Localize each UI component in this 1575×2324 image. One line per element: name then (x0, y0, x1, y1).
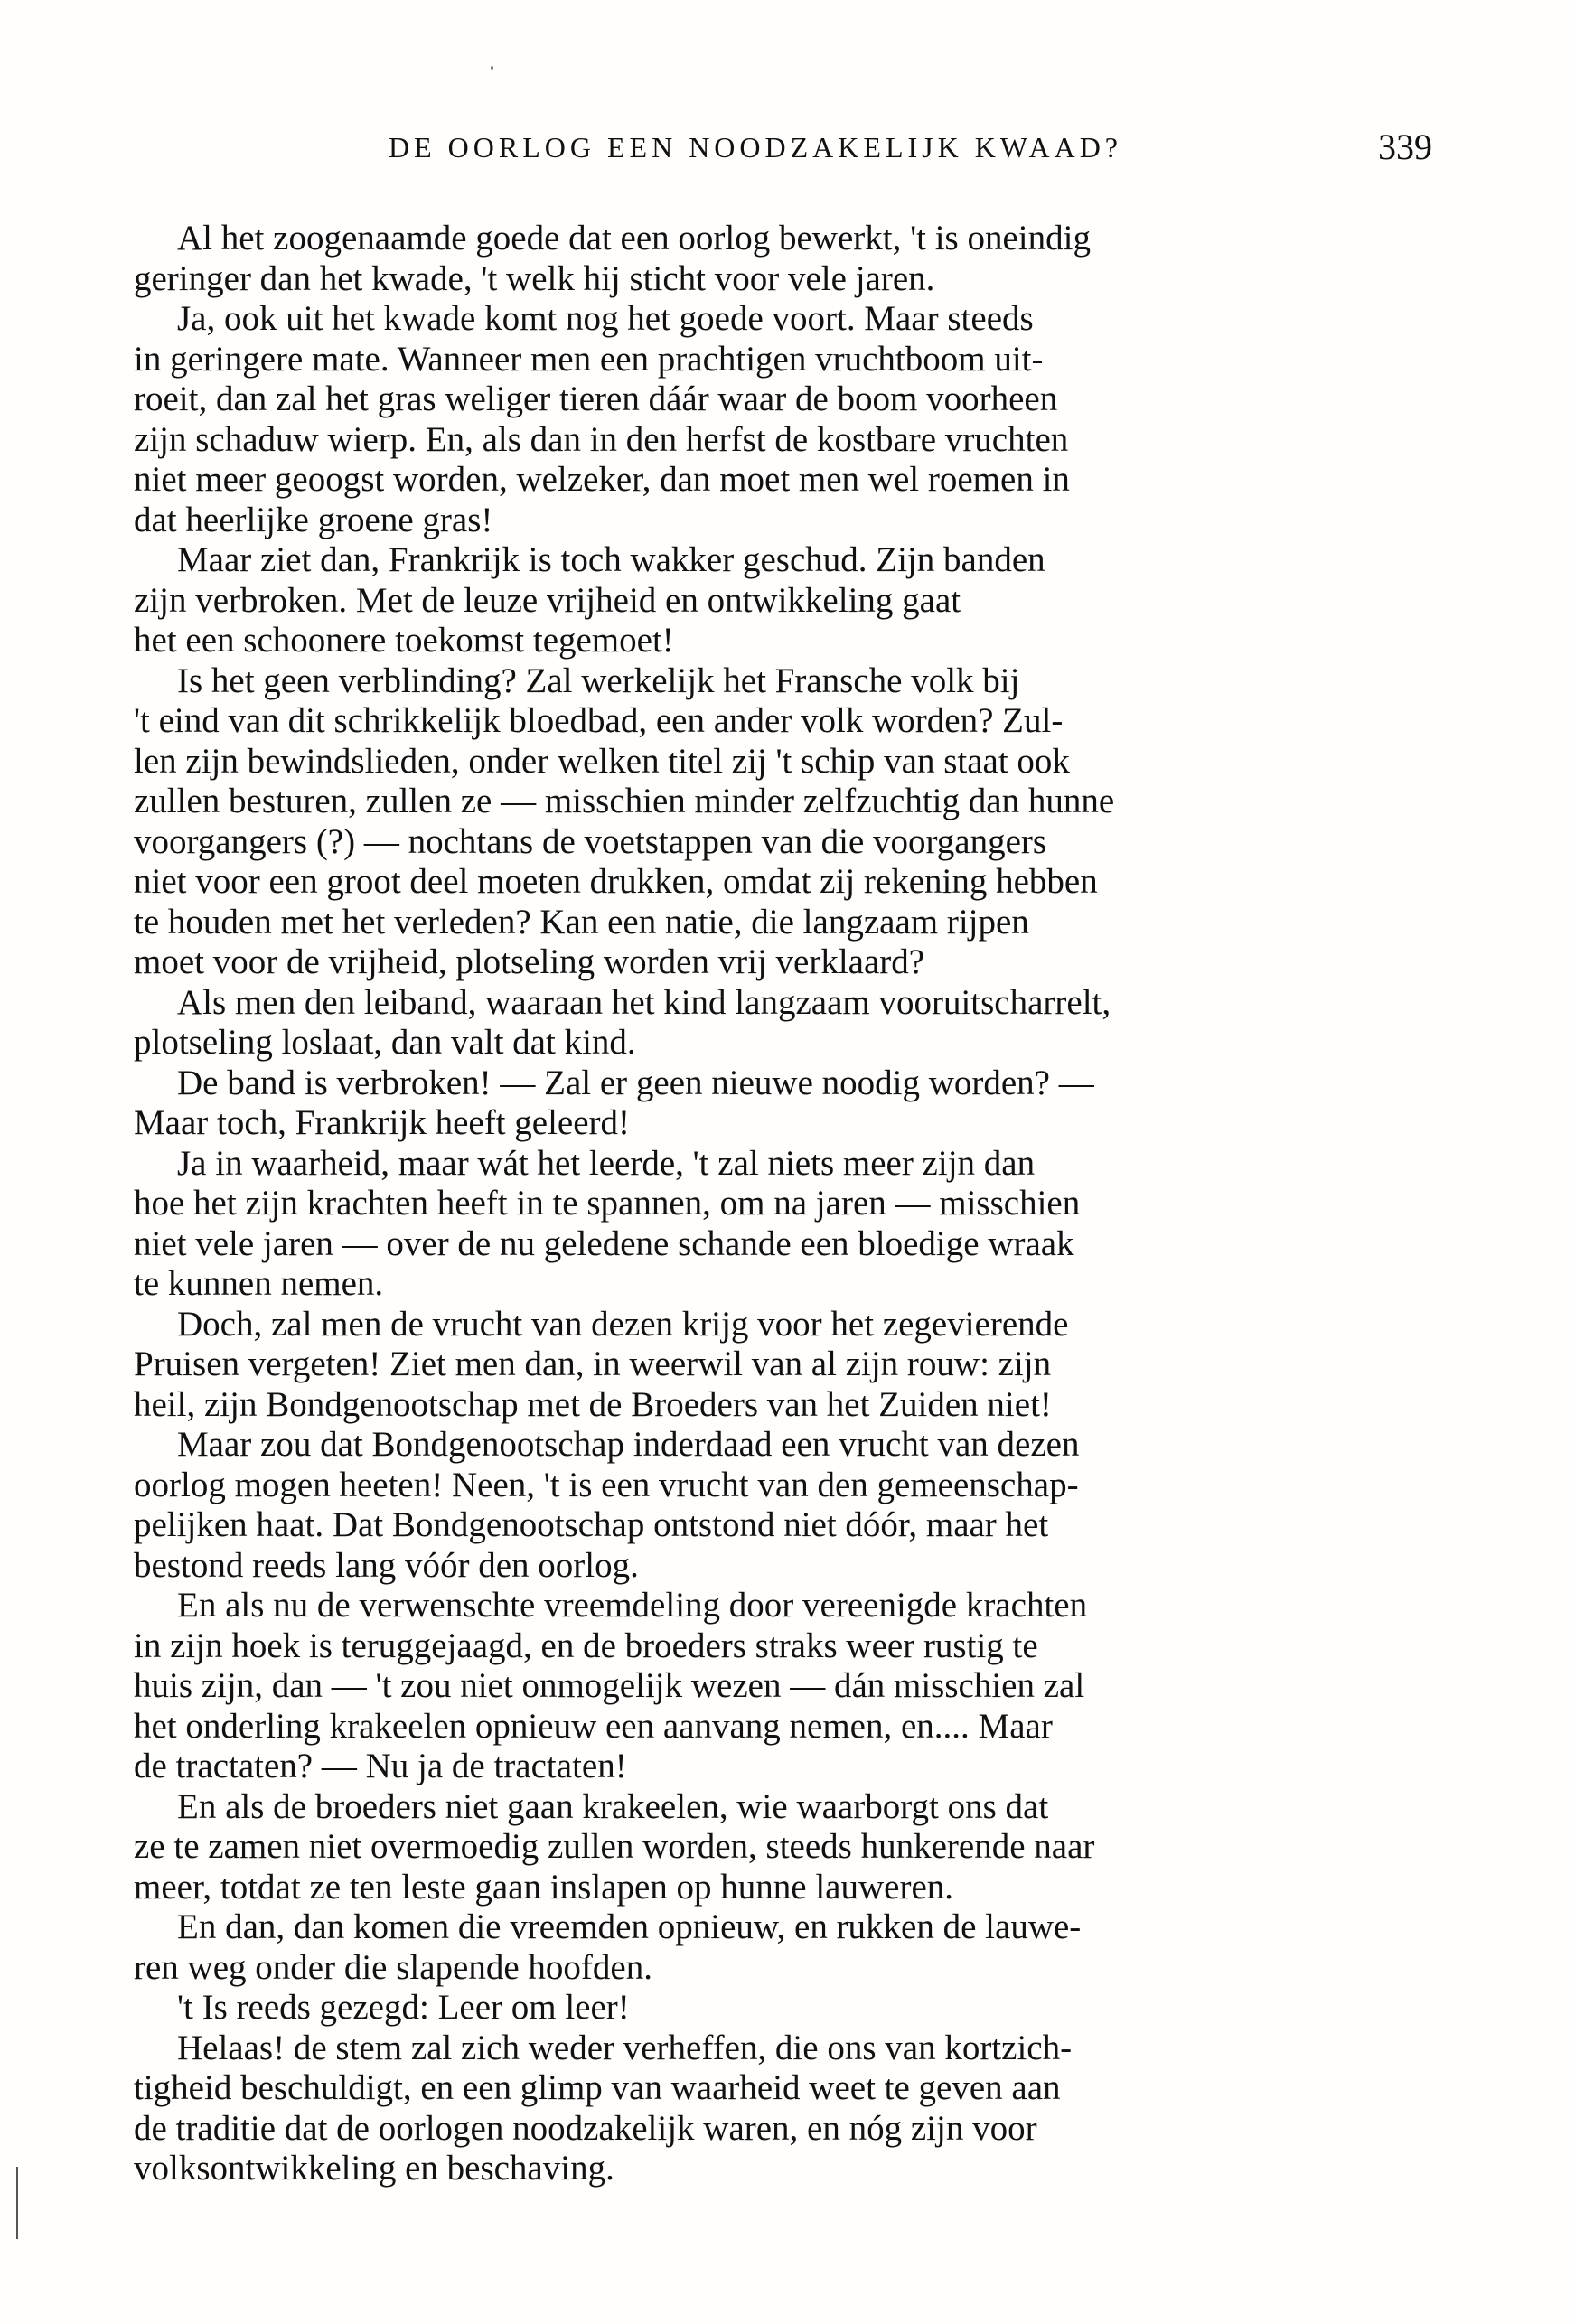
text-line: zullen besturen, zullen ze — misschien minder zelfzuchtig dan hunne (134, 782, 1115, 820)
text-line: plotseling loslaat, dan valt dat kind. (134, 1023, 636, 1062)
text-line: Maar zou dat Bondgenootschap inderdaad een vrucht van dezen (177, 1425, 1080, 1464)
text-line: heil, zijn Bondgenootschap met de Broeders van het Zuiden niet! (134, 1384, 1052, 1424)
text-line: roeit, dan zal het gras weliger tieren dáár waar de boom voorheen (134, 380, 1058, 418)
text-line: de tractaten? — Nu ja de tractaten! (134, 1747, 627, 1785)
text-line: te houden met het verleden? Kan een natie, die langzaam rijpen (134, 902, 1029, 942)
text-line: Als men den leiband, waaraan het kind langzaam vooruitscharrelt, (177, 982, 1111, 1022)
text-line: zijn verbroken. Met de leuze vrijheid en ontwikkeling gaat (134, 580, 961, 620)
text-line: oorlog mogen heeten! Neen, 't is een vrucht van den gemeenschap- (134, 1465, 1079, 1504)
running-head (136, 127, 1437, 176)
text-line: geringer dan het kwade, 't welk hij sticht voor vele jaren. (134, 258, 935, 298)
text-line: het onderling krakeelen opnieuw een aanvang nemen, en.... Maar (134, 1706, 1053, 1746)
text-line: Doch, zal men de vrucht van dezen krijg voor het zegevierende (177, 1304, 1069, 1344)
text-line: volksontwikkeling en beschaving. (134, 2149, 614, 2188)
text-line: Helaas! de stem zal zich weder verheffen, die ons van kortzich- (177, 2028, 1073, 2067)
text-line: te kunnen nemen. (134, 1264, 384, 1303)
text-line: in zijn hoek is teruggejaagd, en de broeders straks weer rustig te (134, 1626, 1038, 1665)
text-line: zijn schaduw wierp. En, als dan in den herfst de kostbare vruchten (134, 419, 1069, 459)
text-line: hoe het zijn krachten heeft in te spannen, om na jaren — misschien (134, 1184, 1081, 1223)
text-line: de traditie dat de oorlogen noodzakelijk waren, en nóg zijn voor (134, 2108, 1037, 2148)
text-line: niet voor een groot deel moeten drukken, omdat zij rekening hebben (134, 862, 1098, 901)
text-line: in geringere mate. Wanneer men een prachtigen vruchtboom uit- (134, 339, 1044, 379)
speck-mark (491, 66, 493, 70)
text-line: huis zijn, dan — 't zou niet onmogelijk wezen — dán misschien zal (134, 1666, 1085, 1705)
text-line: En als nu de verwenschte vreemdeling door vereenigde krachten (177, 1586, 1088, 1625)
text-line: voorgangers (?) — nochtans de voetstappen van die voorgangers (134, 821, 1047, 861)
text-line: Maar toch, Frankrijk heeft geleerd! (134, 1103, 631, 1142)
text-line: Pruisen vergeten! Ziet men dan, in weerwil van al zijn rouw: zijn (134, 1345, 1052, 1383)
text-line: het een schoonere toekomst tegemoet! (134, 621, 674, 660)
text-line: En dan, dan komen die vreemden opnieuw, en rukken de lauwe- (177, 1907, 1082, 1946)
text-line: meer, totdat ze ten leste gaan inslapen op hunne lauweren. (134, 1867, 953, 1907)
text-line: ren weg onder die slapende hoofden. (134, 1947, 652, 1987)
text-line: 't eind van dit schrikkelijk bloedbad, een ander volk worden? Zul- (134, 701, 1064, 740)
text-line: len zijn bewindslieden, onder welken titel zij 't schip van staat ook (134, 741, 1070, 781)
text-line: ze te zamen niet overmoedig zullen worden, steeds hunkerende naar (134, 1827, 1095, 1866)
text-line: Ja, ook uit het kwade komt nog het goede voort. Maar steeds (177, 299, 1034, 338)
text-line: Al het zoogenaamde goede dat een oorlog bewerkt, 't is oneindig (177, 219, 1091, 258)
text-line: bestond reeds lang vóór den oorlog. (134, 1545, 639, 1585)
text-line: dat heerlijke groene gras! (134, 500, 493, 539)
text-line: Is het geen verblinding? Zal werkelijk het Fransche volk bij (177, 661, 1020, 700)
text-line: 't Is reeds gezegd: Leer om leer! (177, 1988, 630, 2027)
running-title: DE OORLOG EEN NOODZAKELIJK KWAAD? (389, 131, 1122, 164)
body-text (134, 219, 1435, 2189)
text-line: niet vele jaren — over de nu geledene schande een bloedige wraak (134, 1223, 1074, 1263)
text-line: Ja in waarheid, maar wát het leerde, 't zal niets meer zijn dan (177, 1143, 1036, 1183)
page-number: 339 (1378, 127, 1432, 167)
margin-scan-mark (16, 2167, 18, 2239)
text-line: tigheid beschuldigt, en een glimp van waarheid weet te geven aan (134, 2068, 1061, 2107)
text-line: moet voor de vrijheid, plotseling worden vrij verklaard? (134, 942, 925, 981)
text-line: niet meer geoogst worden, welzeker, dan moet men wel roemen in (134, 460, 1070, 499)
text-line: En als de broeders niet gaan krakeelen, wie waarborgt ons dat (177, 1786, 1049, 1826)
text-line: Maar ziet dan, Frankrijk is toch wakker geschud. Zijn banden (177, 540, 1045, 579)
text-line: pelijken haat. Dat Bondgenootschap ontstond niet dóór, maar het (134, 1505, 1049, 1544)
text-line: De band is verbroken! — Zal er geen nieuwe noodig worden? — (177, 1063, 1094, 1102)
